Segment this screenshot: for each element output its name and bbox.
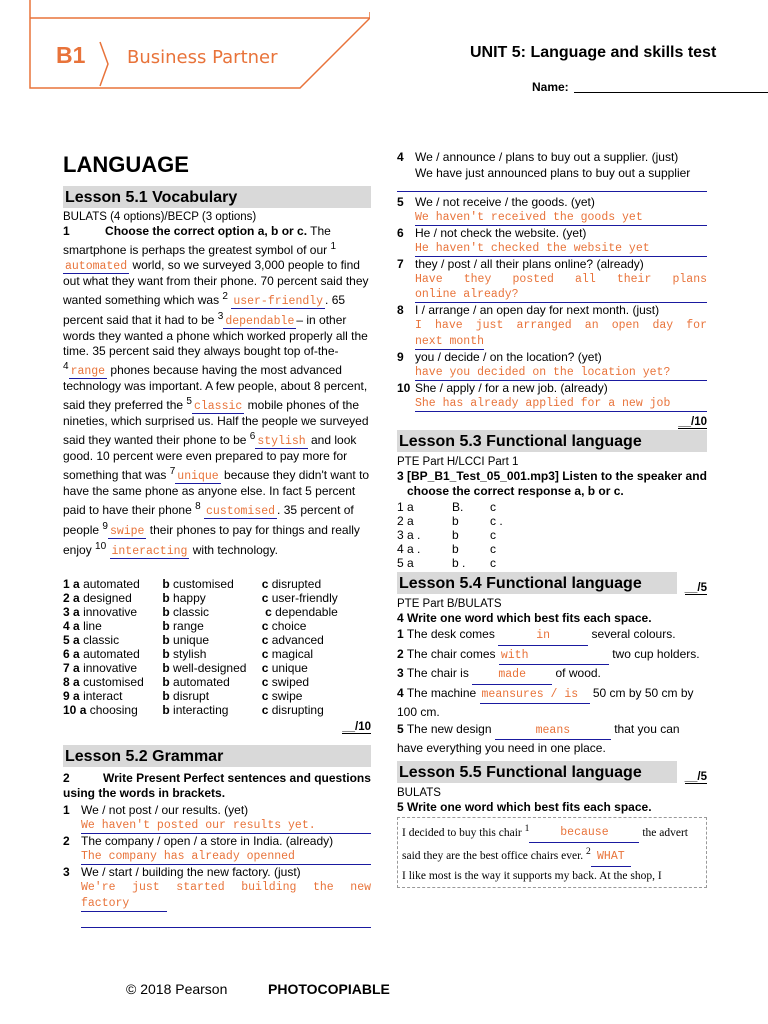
gap-number: 2 — [222, 291, 228, 302]
lesson-5-1-heading: Lesson 5.1 Vocabulary — [63, 186, 371, 208]
response-grid — [397, 500, 707, 570]
response-a: 2 a — [397, 514, 414, 528]
passage-text: I like most is the way it supports my back. At the shop, I — [402, 870, 662, 883]
option-num: 3 — [63, 605, 70, 619]
option-b[interactable]: happy — [173, 591, 206, 605]
section-title: LANGUAGE — [63, 152, 189, 177]
option-num: 4 — [63, 619, 70, 633]
item-answer[interactable]: She has already applied for a new job — [415, 396, 707, 412]
response-a: 3 a . — [397, 528, 421, 542]
answer-gap-2[interactable]: WHAT — [591, 848, 631, 867]
item-number: 10 — [397, 381, 411, 395]
item-number: 8 — [397, 303, 404, 317]
brand-logo-b1: B1 — [56, 42, 86, 68]
grammar-item — [63, 834, 371, 865]
exercise-instruction: Choose the correct option a, b or c. — [105, 224, 308, 238]
item-answer[interactable]: We haven't posted our results yet. — [81, 818, 371, 834]
response-row[interactable] — [397, 528, 707, 542]
passage-text: world, so we surveyed 3,000 people to find out what they want from their phone. 70 percent said they wanted something which was — [63, 258, 369, 307]
score-value: __/5 — [684, 770, 707, 783]
gap-number: 3 — [217, 311, 224, 322]
passage-text: their phones to pay for things and really enjoy — [63, 523, 360, 557]
grammar-item — [63, 803, 371, 834]
option-row: 3 a innovative b classic c dependable — [63, 605, 338, 619]
gap-number: 7 — [169, 466, 176, 477]
gap-text: that you can have everything you need in one place. — [397, 721, 680, 755]
option-row: 1 a automated b customised c disrupted — [63, 577, 322, 591]
gap-answer[interactable]: made — [472, 667, 552, 685]
lesson-5-3-exam: PTE Part H/LCCI Part 1 — [397, 456, 519, 468]
response-row[interactable] — [397, 514, 707, 528]
gap-text: The chair is — [406, 666, 473, 680]
option-b[interactable]: automated — [173, 675, 230, 689]
option-c[interactable]: disrupting — [271, 703, 324, 717]
item-answer[interactable]: We have just announced plans to buy out a supplier — [415, 166, 691, 180]
brand-logo-name: Business Partner — [127, 47, 278, 68]
option-a[interactable]: designed — [83, 591, 132, 605]
exercise-number: 3 — [397, 469, 404, 483]
option-a[interactable]: innovative — [83, 605, 138, 619]
gap-item: 2 The chair comes with two cup holders. — [397, 646, 707, 666]
option-num: 10 — [63, 703, 77, 717]
gap-number: 1 — [524, 822, 530, 834]
score-value: __/5 — [684, 582, 707, 594]
passage-text: because they didn't want to have the same phone as anyone else. In fact 5 percent paid to have their phone — [63, 468, 370, 517]
grammar-item — [397, 350, 707, 381]
response-row[interactable] — [397, 500, 707, 514]
option-row: 6 a automated b stylish c magical — [63, 647, 314, 661]
gap-number: 8 — [195, 501, 201, 512]
option-c[interactable]: magical — [271, 647, 314, 661]
answer-gap-8[interactable]: customised — [206, 505, 276, 518]
item-answer[interactable]: The company has already openned — [81, 849, 371, 865]
answer-gap-10[interactable]: interacting — [111, 545, 188, 558]
option-b[interactable]: disrupt — [173, 689, 210, 703]
option-c[interactable]: swipe — [271, 689, 303, 703]
grammar-item — [397, 195, 707, 226]
option-c[interactable]: dependable — [275, 605, 338, 619]
response-c: c . — [490, 514, 503, 528]
response-a: 5 a — [397, 556, 414, 570]
options-list — [63, 577, 371, 717]
answer-gap-6[interactable]: stylish — [257, 435, 306, 448]
gap-item: 3 The chair is made of wood. — [397, 665, 707, 685]
item-number: 4 — [397, 150, 404, 164]
item-number: 1 — [63, 803, 70, 817]
option-a[interactable]: automated — [83, 647, 140, 661]
grammar-item — [397, 381, 707, 412]
gap-text: The desk comes — [406, 627, 499, 641]
gap-number: 5 — [186, 396, 192, 407]
gap-answer[interactable]: meansures / is — [480, 687, 590, 705]
answer-gap-1[interactable]: automated — [65, 260, 128, 273]
option-b[interactable]: customised — [173, 577, 234, 591]
lesson-5-5-text-box — [397, 817, 707, 889]
item-number: 5 — [397, 195, 404, 209]
item-number: 3 — [63, 865, 70, 879]
option-row: 5 a classic b unique c advanced — [63, 633, 324, 647]
lesson-5-4-heading: Lesson 5.4 Functional language — [397, 572, 677, 594]
gap-text: The chair comes — [406, 646, 499, 661]
response-b: B. — [452, 500, 464, 514]
answer-gap-4[interactable]: range — [70, 365, 106, 378]
lesson-5-4-items — [397, 626, 707, 757]
lesson-5-3-heading: Lesson 5.3 Functional language — [397, 430, 707, 452]
passage-text: phones because having the most advanced technology was important. A few people, about 8 percent, said they preferred the — [63, 363, 368, 412]
lesson-5-4-score[interactable] — [677, 771, 707, 783]
name-label: Name: — [532, 80, 569, 94]
lesson-5-5-exam: BULATS — [397, 786, 441, 799]
score-value: __/10 — [342, 721, 371, 733]
unit-title: UNIT 5: Language and skills test — [470, 44, 717, 61]
option-b[interactable]: interacting — [173, 703, 229, 717]
option-a[interactable]: customised — [83, 675, 144, 689]
lesson-5-4-instruction — [397, 611, 707, 626]
passage-text: – in other words they wanted a phone which worked properly all the time. 35 percent said they always bought top of-the- — [63, 313, 368, 358]
gap-number: 2 — [586, 846, 591, 858]
option-b[interactable]: stylish — [173, 647, 207, 661]
option-num: 6 — [63, 647, 70, 661]
gap-answer[interactable]: in — [498, 628, 588, 646]
lesson-5-1-score[interactable] — [63, 721, 371, 733]
lesson-5-1-exam: BULATS (4 options)/BECP (3 options) — [63, 211, 257, 223]
exercise-instruction: [BP_B1_Test_05_001.mp3] Listen to the speaker and choose the correct response a, b or c. — [407, 469, 707, 498]
gap-number: 4 — [63, 361, 69, 372]
item-answer-blank-line[interactable] — [81, 914, 371, 928]
response-c: c — [490, 528, 496, 542]
item-prompt: they / post / all their plans online? (already) — [415, 257, 644, 271]
option-b[interactable]: well-designed — [173, 661, 247, 675]
response-b: b — [452, 528, 459, 542]
item-prompt: you / decide / on the location? (yet) — [415, 350, 602, 364]
answer-gap-7[interactable]: unique — [177, 470, 219, 483]
grammar-item — [397, 303, 707, 350]
grammar-item — [397, 150, 707, 182]
item-answer-continued[interactable]: next month — [415, 335, 485, 348]
option-row: 2 a designed b happy c user-friendly — [63, 591, 338, 605]
gap-text: The new design — [406, 721, 495, 736]
response-b: b — [452, 542, 459, 556]
gap-item: 5 The new design means that you can have everything you need in one place. — [397, 721, 680, 755]
exercise-instruction: Write Present Perfect sentences and questions using the words in brackets. — [63, 771, 371, 800]
option-num: 9 — [63, 689, 70, 703]
left-column — [63, 152, 371, 928]
option-c[interactable]: advanced — [271, 633, 324, 647]
option-a[interactable]: automated — [83, 577, 140, 591]
item-number: 9 — [397, 350, 404, 364]
option-a[interactable]: classic — [83, 633, 120, 647]
gap-text: several colours. — [588, 627, 676, 641]
option-num: 8 — [63, 675, 70, 689]
item-number: 7 — [397, 257, 404, 271]
gap-answer[interactable]: with — [499, 648, 609, 666]
gap-item: 1 The desk comes in several colours. — [397, 626, 707, 646]
lesson-5-3-score[interactable] — [677, 582, 707, 594]
name-input-line[interactable] — [574, 92, 768, 93]
passage-text: . 35 percent of people — [63, 503, 354, 537]
item-answer[interactable]: I have just arranged an open day for — [415, 319, 707, 332]
item-prompt: I / arrange / an open day for next month. (just) — [415, 303, 660, 317]
item-answer[interactable]: He haven't checked the website yet — [415, 241, 707, 257]
option-row: 4 a line b range c choice — [63, 619, 307, 633]
answer-gap-1[interactable]: because — [529, 824, 639, 843]
response-c: c — [490, 500, 496, 514]
item-answer[interactable]: Have they posted all their plans — [415, 273, 707, 286]
option-num: 2 — [63, 591, 70, 605]
grammar-item — [63, 865, 371, 928]
lesson-5-4-exam: PTE Part B/BULATS — [397, 598, 502, 610]
option-c[interactable]: swiped — [271, 675, 310, 689]
response-b: b — [452, 514, 459, 528]
exercise-number: 1 — [63, 224, 70, 238]
grammar-items-left — [63, 803, 371, 928]
lesson-5-2-score[interactable] — [397, 416, 707, 428]
passage-text: the advert said they are the best office chairs ever. — [402, 826, 688, 863]
response-c: c — [490, 542, 496, 556]
gap-number: 1 — [330, 241, 337, 252]
item-answer[interactable]: We're just started building the new — [81, 881, 371, 894]
answer-gap-3[interactable]: dependable — [225, 315, 295, 328]
lesson-5-2-instruction — [63, 771, 371, 801]
item-prompt: The company / open / a store in India. (already) — [81, 834, 334, 848]
lesson-5-4-header — [397, 572, 707, 594]
option-row: 7 a innovative b well-designed c unique — [63, 661, 308, 675]
answer-gap-5[interactable]: classic — [193, 400, 243, 413]
gap-number: 9 — [102, 521, 108, 532]
gap-text: 50 cm by 50 cm by 100 cm. — [397, 685, 694, 719]
answer-gap-2[interactable]: user-friendly — [233, 295, 324, 308]
passage-text: mobile phones of the nineties, which surprised us. Half the people we surveyed said they wanted their phone to be — [63, 398, 369, 447]
response-a: 1 a — [397, 500, 414, 514]
response-a: 4 a . — [397, 542, 421, 556]
response-c: c — [490, 556, 496, 570]
lesson-5-5-header — [397, 761, 707, 783]
option-b[interactable]: range — [173, 619, 204, 633]
lesson-5-1-passage — [63, 224, 371, 559]
lesson-5-2-heading: Lesson 5.2 Grammar — [63, 745, 371, 767]
passage-text: I decided to buy this chair — [402, 826, 525, 839]
item-answer-line[interactable] — [397, 182, 707, 192]
item-answer[interactable]: We haven't received the goods yet — [415, 210, 707, 226]
footer-copyright: © 2018 Pearson — [126, 981, 228, 997]
option-a[interactable]: choosing — [89, 703, 138, 717]
passage-text: with technology. — [189, 543, 278, 557]
option-a[interactable]: innovative — [83, 661, 138, 675]
option-c[interactable]: choice — [271, 619, 307, 633]
item-answer-continued[interactable]: online already? — [415, 287, 707, 303]
item-prompt: He / not check the website. (yet) — [415, 226, 587, 240]
item-answer-continued[interactable]: factory — [81, 896, 167, 912]
exercise-instruction: Write one word which best fits each space. — [407, 799, 652, 814]
right-column — [397, 150, 707, 888]
option-num: 5 — [63, 633, 70, 647]
option-num: 7 — [63, 661, 70, 675]
gap-item: 4 The machine meansures / is 50 cm by 50 cm by 100 cm. — [397, 685, 694, 719]
lesson-5-5-heading: Lesson 5.5 Functional language — [397, 761, 677, 783]
lesson-5-3-instruction — [397, 469, 707, 499]
lesson-5-5-instruction — [397, 800, 707, 815]
grammar-item — [397, 226, 707, 257]
item-prompt: We / start / building the new factory. (just) — [81, 865, 301, 879]
item-number: 6 — [397, 226, 404, 240]
passage-text: The smartphone is perhaps the greatest symbol of our — [63, 224, 331, 257]
option-a[interactable]: line — [83, 619, 102, 633]
exercise-number: 4 — [397, 611, 404, 625]
gap-text: two cup holders. — [608, 646, 700, 661]
item-prompt: We / announce / plans to buy out a supplier. (just) — [415, 150, 679, 164]
exercise-instruction: Write one word which best fits each space. — [407, 611, 652, 625]
response-row[interactable] — [397, 556, 707, 570]
option-c[interactable]: user-friendly — [271, 591, 338, 605]
option-num: 1 — [63, 577, 70, 591]
item-prompt: We / not receive / the goods. (yet) — [415, 195, 595, 209]
option-c[interactable]: disrupted — [271, 577, 322, 591]
exercise-number: 2 — [63, 771, 70, 785]
option-b[interactable]: unique — [173, 633, 210, 647]
gap-text: of wood. — [552, 666, 601, 680]
option-a[interactable]: interact — [83, 689, 123, 703]
gap-number: 6 — [249, 431, 256, 442]
passage-text: . 65 percent said that it had to be — [63, 293, 346, 327]
item-answer[interactable]: have you decided on the location yet? — [415, 365, 707, 381]
option-b[interactable]: classic — [173, 605, 210, 619]
answer-gap-9[interactable]: swipe — [109, 525, 145, 538]
option-row: 9 a interact b disrupt c swipe — [63, 689, 303, 703]
item-prompt: We / not post / our results. (yet) — [81, 803, 249, 817]
option-row: 8 a customised b automated c swiped — [63, 675, 310, 689]
option-row: 10 a choosing b interacting c disrupting — [63, 703, 324, 717]
exercise-number: 5 — [397, 799, 404, 814]
response-b: b . — [452, 556, 466, 570]
passage-text: and look good. 10 percent were even prepared to pay more for something that was — [63, 433, 357, 482]
item-number: 2 — [63, 834, 70, 848]
gap-text: The machine — [406, 685, 480, 700]
score-value: __/10 — [678, 416, 707, 428]
gap-number: 10 — [95, 541, 107, 552]
response-row[interactable] — [397, 542, 707, 556]
footer-photocopiable: PHOTOCOPIABLE — [268, 981, 390, 997]
grammar-item — [397, 257, 707, 303]
item-prompt: She / apply / for a new job. (already) — [415, 381, 608, 395]
option-c[interactable]: unique — [271, 661, 308, 675]
gap-answer[interactable]: means — [495, 723, 611, 741]
